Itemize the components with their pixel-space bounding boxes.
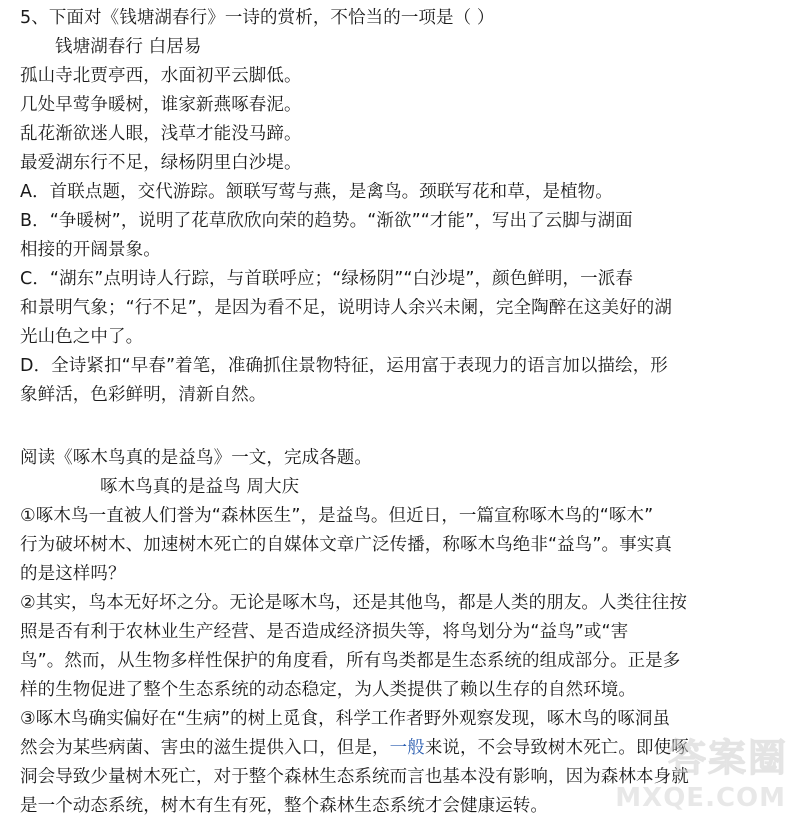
paragraph-line: 洞会导致少量树木死亡，对于整个森林生态系统而言也基本没有影响，因为森林本身就 (20, 767, 689, 787)
line-text: 然会为某些病菌、害虫的滋生提供入口，但是， (20, 738, 390, 758)
paragraph-line: ③啄木鸟确实偏好在“生病”的树上觅食，科学工作者野外观察发现，啄木鸟的啄洞虽 (20, 709, 671, 729)
highlighted-word: 一般 (389, 738, 425, 758)
paragraph-line: 是一个动态系统，树木有生有死，整个森林生态系统才会健康运转。 (20, 796, 548, 816)
poem-line: 乱花渐欲迷人眼，浅草才能没马蹄。 (20, 124, 302, 144)
paragraph-line: ①啄木鸟一直被人们誉为“森林医生”，是益鸟。但近日，一篇宣称啄木鸟的“啄木” (20, 506, 654, 526)
paragraph-line: 鸟”。然而，从生物多样性保护的角度看，所有鸟类都是生态系统的组成部分。正是多 (20, 651, 681, 671)
option-b: B．“争暖树”，说明了花草欣欣向荣的趋势。“渐欲”“才能”，写出了云脚与湖面 (20, 211, 633, 231)
option-b-cont: 相接的开阔景象。 (20, 240, 161, 260)
paragraph-line: 样的生物促进了整个生态系统的动态稳定，为人类提供了赖以生存的自然环境。 (20, 680, 636, 700)
poem-line: 几处早莺争暖树，谁家新燕啄春泥。 (20, 95, 302, 115)
poem-line: 最爱湖东行不足，绿杨阴里白沙堤。 (20, 153, 302, 173)
option-d-cont: 象鲜活，色彩鲜明，清新自然。 (20, 385, 267, 405)
option-d: D．全诗紧扣“早春”着笔，准确抓住景物特征，运用富于表现力的语言加以描绘，形 (20, 356, 668, 376)
option-a: A．首联点题，交代游踪。颔联写莺与燕，是禽鸟。颈联写花和草，是植物。 (20, 182, 613, 202)
poem-title: 钱塘湖春行 白居易 (55, 37, 202, 57)
paragraph-line: ②其实，鸟本无好坏之分。无论是啄木鸟，还是其他鸟，都是人类的朋友。人类往往按 (20, 593, 687, 613)
question-stem: 5、下面对《钱塘湖春行》一诗的赏析，不恰当的一项是（ ） (20, 8, 495, 28)
reading-intro: 阅读《啄木鸟真的是益鸟》一文，完成各题。 (20, 448, 372, 468)
paragraph-line: 行为破坏树木、加速树木死亡的自媒体文章广泛传播，称啄木鸟绝非“益鸟”。事实真 (20, 535, 672, 555)
option-c: C．“湖东”点明诗人行踪，与首联呼应；“绿杨阴”“白沙堤”，颜色鲜明，一派春 (20, 269, 633, 289)
article-title: 啄木鸟真的是益鸟 周大庆 (100, 477, 300, 497)
line-text: 来说，不会导致树木死亡。即使啄 (424, 738, 689, 758)
paragraph-line: 照是否有利于农林业生产经营、是否造成经济损失等，将鸟划分为“益鸟”或“害 (20, 622, 629, 642)
watermark-en: MXQE.COM (615, 783, 786, 813)
poem-line: 孤山寺北贾亭西，水面初平云脚低。 (20, 66, 302, 86)
option-c-cont: 光山色之中了。 (20, 327, 144, 347)
paragraph-line (20, 733, 788, 763)
paragraph-line: 的是这样吗？ (20, 564, 126, 584)
option-c-cont: 和景明气象；“行不足”，是因为看不足，说明诗人余兴未阑，完全陶醉在这美好的湖 (20, 298, 672, 318)
watermark-cn: 答案圈 (667, 736, 788, 780)
